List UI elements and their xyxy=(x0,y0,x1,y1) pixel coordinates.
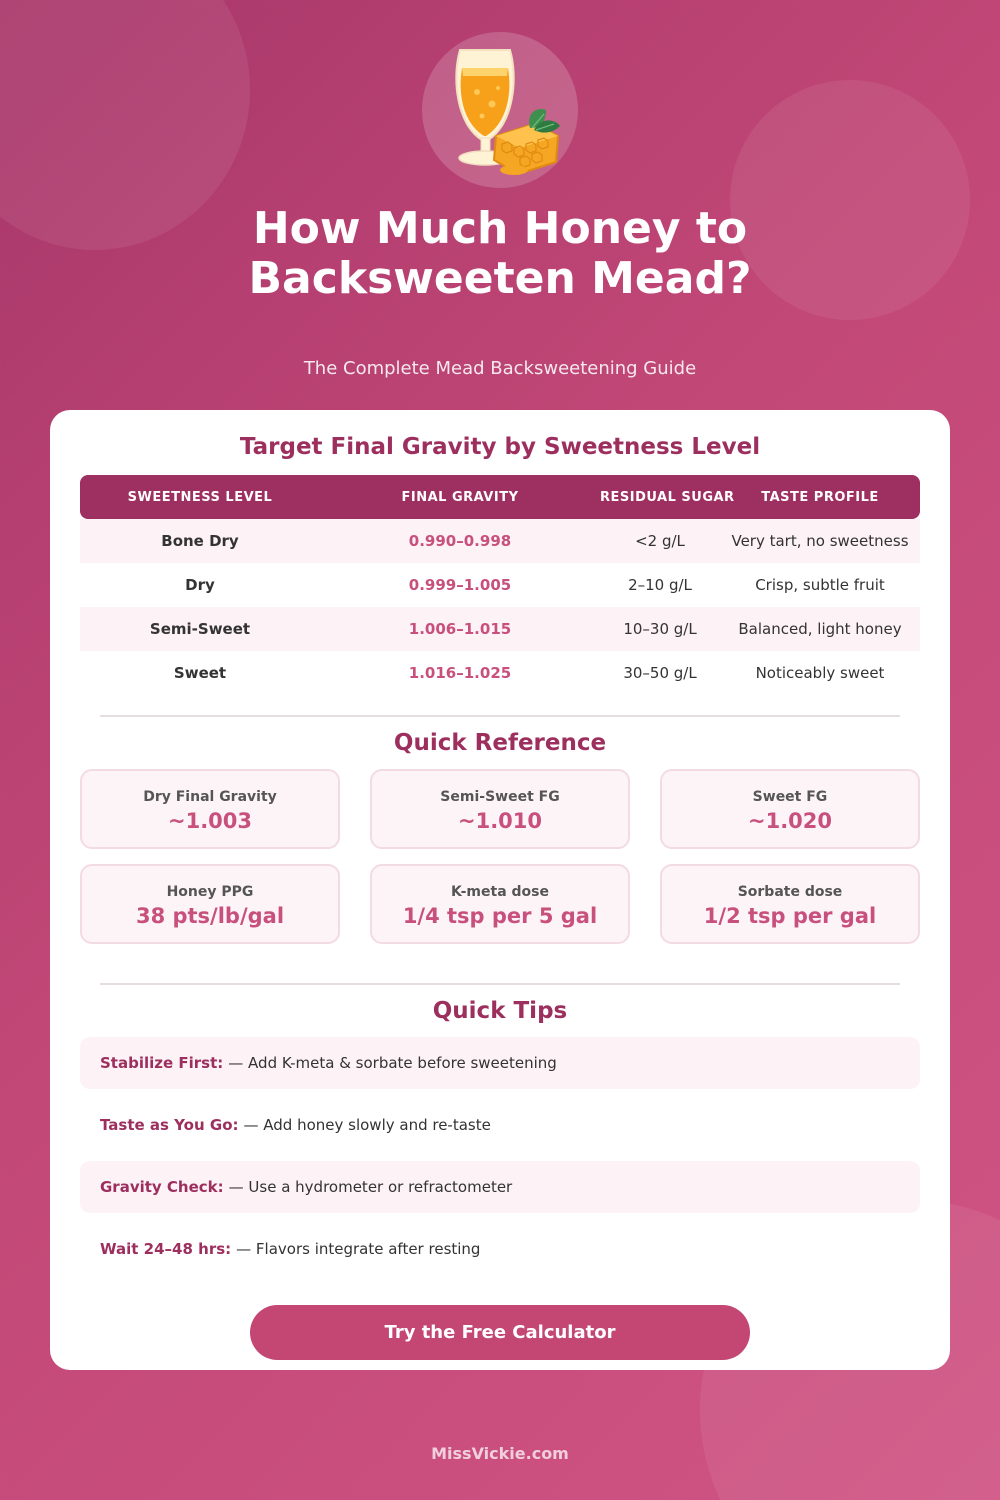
reference-card-semi-sweet-fg xyxy=(370,769,630,849)
tip-heading: Wait 24–48 hrs: xyxy=(100,1240,232,1258)
sweetness-level-cell: Sweet xyxy=(173,664,227,682)
sweetness-level-cell: Semi-Sweet xyxy=(149,620,251,638)
quick-reference-title: Quick Reference xyxy=(393,730,607,756)
residual-sugar-cell: 10–30 g/L xyxy=(623,620,697,638)
table-row xyxy=(80,607,920,651)
guide-card xyxy=(50,410,950,1370)
final-gravity-cell: 1.006–1.015 xyxy=(408,620,512,638)
header-final-gravity: FINAL GRAVITY xyxy=(401,489,519,505)
reference-label: Sweet FG xyxy=(752,789,828,805)
title-line-1: How Much Honey to xyxy=(252,203,748,254)
quick-tips-title: Quick Tips xyxy=(432,998,568,1024)
section-divider xyxy=(100,983,900,985)
tip-heading: Stabilize First: xyxy=(100,1054,224,1072)
reference-label: Sorbate dose xyxy=(737,884,843,900)
tip-text: — Add honey slowly and re-taste xyxy=(243,1116,491,1134)
tip-text: — Add K-meta & sorbate before sweetening xyxy=(228,1054,557,1072)
page-subtitle: The Complete Mead Backsweetening Guide xyxy=(303,358,697,379)
reference-value: 38 pts/lb/gal xyxy=(135,904,285,928)
reference-value: ~1.003 xyxy=(167,809,253,833)
gravity-table-title: Target Final Gravity by Sweetness Level xyxy=(239,434,761,460)
reference-label: Dry Final Gravity xyxy=(143,789,277,805)
residual-sugar-cell: <2 g/L xyxy=(635,532,685,550)
reference-card-kmeta-dose xyxy=(370,864,630,944)
tip-heading: Taste as You Go: xyxy=(100,1116,239,1134)
table-header xyxy=(80,475,920,519)
header-taste-profile: TASTE PROFILE xyxy=(761,489,879,505)
header-sweetness-level: SWEETNESS LEVEL xyxy=(127,489,273,505)
tip-item xyxy=(80,1037,920,1089)
reference-label: K-meta dose xyxy=(450,884,549,900)
tip-item xyxy=(80,1161,920,1213)
tip-text: — Flavors integrate after resting xyxy=(236,1240,481,1258)
table-row xyxy=(80,563,920,607)
tip-item xyxy=(80,1099,920,1151)
tip-text: — Use a hydrometer or refractometer xyxy=(228,1178,513,1196)
taste-profile-cell: Crisp, subtle fruit xyxy=(755,576,885,594)
taste-profile-cell: Balanced, light honey xyxy=(738,620,902,638)
footer-site-link[interactable]: MissVickie.com xyxy=(431,1444,569,1463)
taste-profile-cell: Very tart, no sweetness xyxy=(731,532,909,550)
reference-label: Honey PPG xyxy=(166,884,254,900)
reference-card-dry-fg xyxy=(80,769,340,849)
tip-heading: Gravity Check: xyxy=(100,1178,224,1196)
mead-glass-honeycomb-icon xyxy=(422,32,578,188)
sweetness-level-cell: Dry xyxy=(185,576,215,594)
table-row xyxy=(80,519,920,563)
reference-value: ~1.020 xyxy=(747,809,833,833)
taste-profile-cell: Noticeably sweet xyxy=(755,664,885,682)
reference-value: 1/4 tsp per 5 gal xyxy=(402,904,598,928)
header-residual-sugar: RESIDUAL SUGAR xyxy=(600,489,735,505)
reference-value: ~1.010 xyxy=(457,809,543,833)
reference-value: 1/2 tsp per gal xyxy=(703,904,877,928)
page-title xyxy=(100,204,900,304)
table-row xyxy=(80,651,920,695)
final-gravity-cell: 0.990–0.998 xyxy=(408,532,512,550)
sweetness-level-cell: Bone Dry xyxy=(161,532,239,550)
reference-card-sorbate-dose xyxy=(660,864,920,944)
reference-label: Semi-Sweet FG xyxy=(440,789,560,805)
tip-item xyxy=(80,1223,920,1275)
reference-card-honey-ppg xyxy=(80,864,340,944)
gravity-table xyxy=(80,475,920,695)
final-gravity-cell: 1.016–1.025 xyxy=(408,664,512,682)
title-line-2: Backsweeten Mead? xyxy=(248,253,752,304)
reference-card-sweet-fg xyxy=(660,769,920,849)
final-gravity-cell: 0.999–1.005 xyxy=(408,576,512,594)
try-calculator-button[interactable]: Try the Free Calculator xyxy=(250,1305,750,1360)
residual-sugar-cell: 30–50 g/L xyxy=(623,664,697,682)
section-divider xyxy=(100,715,900,717)
residual-sugar-cell: 2–10 g/L xyxy=(628,576,692,594)
